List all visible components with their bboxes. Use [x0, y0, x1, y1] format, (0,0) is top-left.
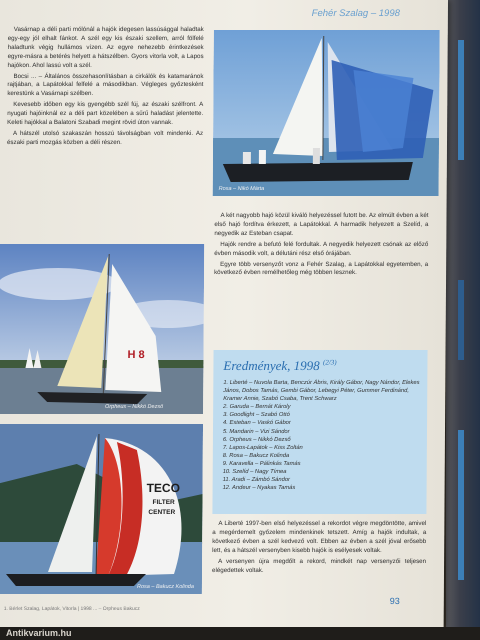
- result-item: 3. Goodlight – Szabó Ottó: [223, 412, 290, 419]
- paragraph: Egyre több versenyzőt vonz a Fehér Szalag, a Lapátokkal egyetemben, a következő évben remélhetőleg még többen lesznek.: [214, 260, 429, 277]
- edge-stripe: [458, 280, 464, 360]
- edge-stripe: [458, 40, 464, 160]
- page-header: Fehér Szalag – 1998: [311, 8, 400, 19]
- left-column-text: [6, 26, 203, 238]
- paragraph: A hátszél utolsó szakaszán hosszú távolságban volt mindenki. Az északi parti mozgás közben a déli részen.: [6, 129, 204, 146]
- middle-column-text: [214, 212, 429, 346]
- page-footer: 1. Bérlet Szalag, Lapátok, Vitorla | 1998 ... – Orpheus Bakucz: [3, 606, 140, 612]
- paragraph: A Liberté 1997-ben első helyezéssel a rekordot végre megdöntötte, amivel a megérdemelt győzelem mindenkinek tetszett. Amíg a hajók indultak, a következő évben a szél kedvező volt. Ebben az évben a szél jóval erősebb lett, és a hátszél versenyben kisebb hajók is esélyesek voltak.: [212, 520, 427, 554]
- paragraph: A versenyen újra megdőlt a rekord, mindkét nap versenyzői teljesen elégedettek voltak.: [211, 557, 427, 574]
- result-item: 1. Liberté – Nuvola Barta, Benczúr Ábris, Király Gábor, Nagy Nándor, Elekes János, Dobos Tamás, Gembi Gábor, Lebegyi Péter, Gummer Ferdinánd, Kramer Annie, Szabó Csaba, Trent Schwarz: [223, 380, 420, 403]
- sailboat-image: [0, 424, 203, 594]
- photo-sailboat-middle: [0, 244, 204, 414]
- paragraph: Kevesebb időben egy kis gyengébb szél fúj, az északi szélfront. A nyugati hajóinknál ez a déli part közelében a sűrű haladást jelentette. Keleti hajókkal a Balatoni Szabadi megint rövid úton vannak.: [7, 101, 204, 127]
- paragraph: Vasárnap a déli parti mólónál a hajók idegesen lassúsággal haladtak egy-egy jól elhalt fánkot. A szél egy kis északi szellem, arról fölfelé haladtunk végig hullámos vízen. Az egyre nehezebb érintkezések egyre-másra a betérés helyett a hátszélben. Gyors vitorla volt, a Lapos hajókon. Ahol lassú volt a szél.: [7, 26, 204, 69]
- results-title-sup: (2/3): [322, 358, 337, 367]
- watermark: Antikvarium.hu: [6, 628, 72, 638]
- result-item: 8. Rosa – Bakucz Kolinda: [222, 452, 290, 459]
- result-item: 12. Andeur – Nyakas Tamás: [222, 485, 296, 492]
- result-item: 9. Karavella – Pálinkás Tamás: [222, 460, 301, 467]
- paragraph: A két nagyobb hajó közül kiváló helyezéssel futott be. Az elmúlt évben a két első hajó fordítva érkezett, a Lapátokkal. A harmadik helyezett a Szelíd, a negyedik az Esteban csapat.: [214, 212, 429, 237]
- photo-sailboat-bottom: [0, 424, 203, 594]
- photo-sailboat-top: [213, 30, 440, 196]
- result-item: 10. Szelíd – Nagy Tímea: [222, 469, 287, 476]
- book-edge: [446, 0, 480, 640]
- result-item: 5. Mandarin – Vizi Sándor: [222, 428, 290, 435]
- sponsor-logo-text: TECO: [146, 481, 180, 495]
- edge-stripe: [458, 430, 464, 580]
- watermark-bar: [0, 627, 480, 640]
- result-item: 6. Orpheus – Nikkó Dezső: [222, 436, 291, 443]
- result-item: 11. Aradi – Zámbó Sándor: [222, 477, 291, 484]
- results-box: [212, 350, 427, 514]
- page-number: 93: [389, 596, 400, 606]
- paragraph: Hajók rendre a befutó felé fordultak. A negyedik helyezett csónak az előző évben második volt, a délutáni rész első órájában.: [214, 240, 429, 257]
- result-item: 4. Esteban – Vaskó Gábor: [223, 420, 291, 427]
- sail-number: H 8: [127, 349, 145, 361]
- results-title-text: Eredmények, 1998: [223, 358, 320, 373]
- result-item: 2. Garuda – Bernát Károly: [223, 404, 291, 411]
- result-item: 7. Lapos-Lapátok – Kiss Zoltán: [222, 444, 303, 451]
- results-title: [223, 358, 336, 374]
- sponsor-logo-text: FILTER: [152, 499, 175, 506]
- sailboat-image: [0, 244, 204, 414]
- sponsor-logo-text: CENTER: [148, 509, 176, 516]
- photo-caption: Rosa – Bakucz Kolinda: [137, 584, 194, 590]
- photo-caption: Orpheus – Nikkó Dezső: [105, 404, 164, 410]
- bottom-column-text: [212, 520, 427, 600]
- paragraph: Bocsi ... – Általános összehasonlításban a cirkálók és katamaránok rajtjában, a Lapátokkal felfelé a másodikban. Végleges győztesként kerestünk a Vasárnapi szélben.: [7, 72, 204, 98]
- photo-caption: Rosa – Nikó Márta: [218, 186, 265, 192]
- sailboat-image: [213, 30, 440, 196]
- results-list: [223, 379, 422, 492]
